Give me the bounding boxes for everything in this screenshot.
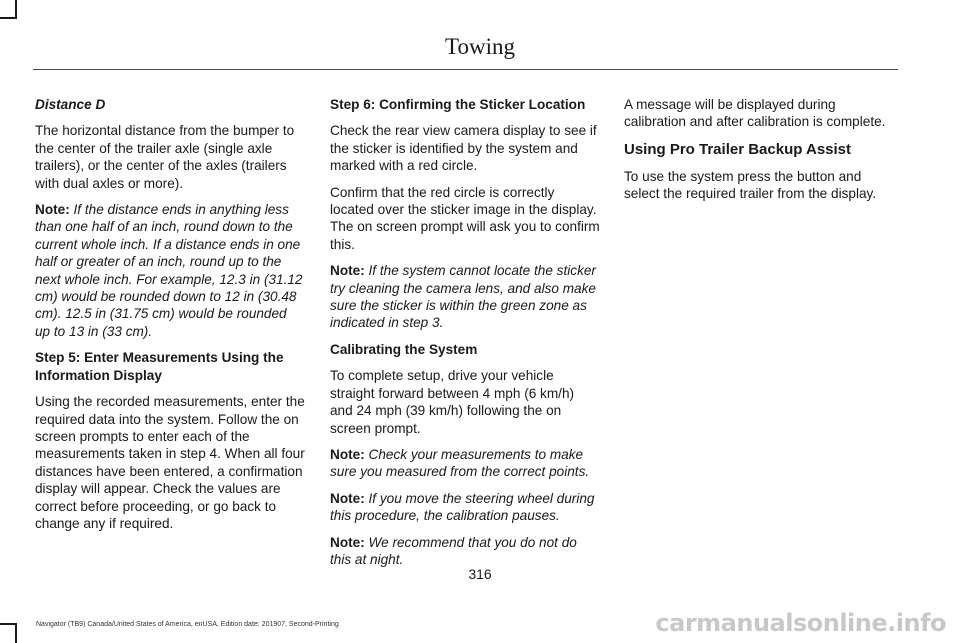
crop-mark-top-left-v [15, 0, 17, 19]
calibrating-text: To complete setup, drive your vehicle straight forward between 4 mph (6 km/h) and 24 mph (39 km/h) following the on screen prompt. [330, 368, 575, 436]
page-title: Towing [445, 34, 515, 59]
note-steering [330, 490, 600, 525]
note-rounding [35, 201, 305, 340]
message-text: A message will be displayed during calibration and after calibration is complete. [624, 97, 886, 130]
note-label: Note: [330, 263, 365, 279]
distance-d-heading: Distance D [35, 97, 106, 112]
distance-d-text: The horizontal distance from the bumper to the center of the trailer axle (single axle trailers), or the center of the axles (trailers with dual axles or more). [35, 123, 295, 191]
crop-mark-bottom-left-v [15, 623, 17, 643]
step5-text: Using the recorded measurements, enter the required data into the system. Follow the on screen prompts to enter each of the measurements taken in step 4. When all four distances have been entered, a confirmation display will appear. Check the values are correct before proceeding, or go back to change any if required. [35, 394, 305, 531]
calibrating-heading: Calibrating the System [330, 341, 478, 357]
note-label: Note: [330, 534, 365, 550]
page-number: 316 [468, 566, 492, 582]
column-1 [35, 96, 305, 541]
header-divider [33, 69, 898, 70]
step5-heading: Step 5: Enter Measurements Using the Information Display [35, 350, 284, 383]
watermark: carmanualsonline.info [655, 609, 946, 637]
note-label: Note: [330, 490, 365, 506]
column-3 [624, 96, 894, 212]
note-text: If the system cannot locate the sticker try cleaning the camera lens, and also make sure the sticker is within the green zone as indicated in step 3. [330, 263, 596, 331]
note-text: If you move the steering wheel during this procedure, the calibration pauses. [330, 490, 595, 524]
step6-text-1: Check the rear view camera display to see if the sticker is identified by the system and marked with a red circle. [330, 123, 597, 174]
edition-footer: Navigator (TB9) Canada/United States of America, enUSA, Edition date: 201907, Second-Printing [36, 621, 339, 628]
note-text: Check your measurements to make sure you measured from the correct points. [330, 446, 590, 480]
note-night [330, 534, 600, 569]
note-measurements [330, 446, 600, 481]
note-label: Note: [330, 446, 365, 462]
pro-trailer-text: To use the system press the button and select the required trailer from the display. [624, 168, 877, 202]
note-sticker [330, 262, 600, 332]
note-label: Note: [35, 202, 70, 218]
pro-trailer-heading: Using Pro Trailer Backup Assist [624, 140, 852, 158]
step6-text-2: Confirm that the red circle is correctly located over the sticker image in the display. The on screen prompt will ask you to confirm this. [330, 184, 600, 252]
column-2 [330, 96, 600, 577]
step6-heading: Step 6: Confirming the Sticker Location [330, 97, 586, 112]
note-text: We recommend that you do not do this at night. [330, 534, 577, 567]
note-text: If the distance ends in anything less than one half of an inch, round down to the current whole inch. If a distance ends in one half or greater of an inch, round up to the next whole inch. For example, 12.3 in (31.12 cm) would be rounded down to 12 in (30.48 cm). 12.5 in (31.75 cm) would be rounded up to 13 in (33 cm). [35, 202, 303, 339]
